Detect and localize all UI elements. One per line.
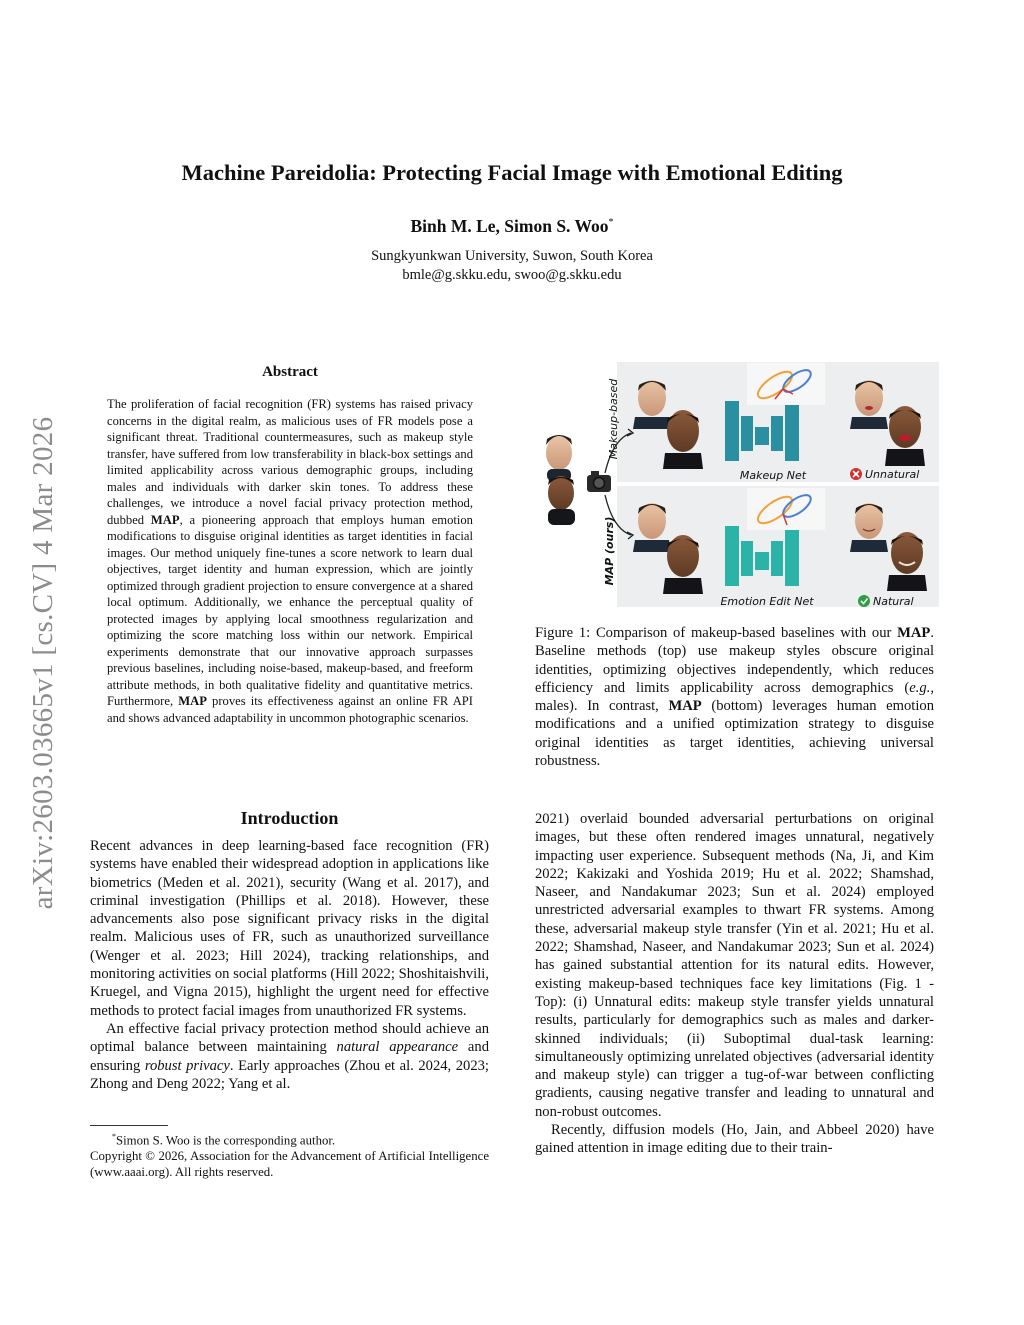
emails: bmle@g.skku.edu, swoo@g.skku.edu (402, 267, 622, 283)
source-face-light (546, 435, 572, 481)
footnote-rule (90, 1125, 168, 1126)
intro-paragraph-1: Recent advances in deep learning-based face recognition (FR) systems have enabled their widespread adoption in applications like biometrics (Meden et al. 2021), security (Wang et al. 2017), and criminal investigation (Phillips et al. 2018). However, these advancements also pose significant privacy risks in the digital realm. Malicious uses of FR, such as unauthorized surveillance (Wenger et al. 2023; Hill 2024), tracking relationships, and monitoring activities on social platforms (Hill 2022; Shoshitaishvili, Kruegel, and Vigna 2015), highlight the urgent need for effective methods to protect facial images from unauthorized FR systems. (90, 838, 489, 1019)
makeup-net-label: Makeup Net (739, 469, 807, 482)
label-map-ours: MAP (ours) (603, 516, 616, 586)
camera-icon (587, 471, 611, 492)
abstract-body: The proliferation of facial recognition (FR) systems has raised privacy concerns in the digital realm, as malicious uses of FR models pose a significant threat. Traditional countermeasures, such as makeup style transfer, have suffered from low transferability in black-box settings and limited applicability across various demographic groups, including males and individuals with darker skin tones. To address these challenges, we introduce a novel facial privacy protection method, dubbed MAP, a pioneering approach that employs human emotion modifications to disguise original identities as target identities in facial images. Our method uniquely fine-tunes a score network to learn dual objectives, target identity and human expression, which are jointly optimized through gradient projection to ensure convergence at a shared local optimum. Additionally, we enhance the perceptual quality of protected images by applying local smoothness regularization and optimizing the score matching loss within our network. Empirical experiments demonstrate that our innovative approach surpasses previous baselines, including noise-based, makeup-based, and freeform attribute methods, in both qualitative fidelity and quantitative metrics. Furthermore, MAP proves its effectiveness against an online FR API and shows advanced adaptability in uncommon photographic scenarios. (107, 397, 473, 725)
introduction-heading: Introduction (240, 808, 339, 828)
arxiv-stamp: arXiv:2603.03665v1 [cs.CV] 4 Mar 2026 (27, 416, 59, 910)
footnotes (90, 1129, 489, 1180)
abstract-heading: Abstract (262, 364, 318, 380)
paper-title: Machine Pareidolia: Protecting Facial Image with Emotional Editing (181, 160, 843, 185)
emotion-edit-net-label: Emotion Edit Net (720, 595, 814, 608)
figure-caption: Figure 1: Comparison of makeup-based baselines with our MAP. Baseline methods (top) use makeup styles obscure original identities, optimizing objectives independently, which reduces efficiency and limits applicability across demographics (e.g., males). In contrast, MAP (bottom) leverages human emotion modifications and a unified optimization strategy to disguise original identities as target identities, achieving universal robustness. (535, 625, 935, 770)
natural-label: Natural (873, 595, 914, 608)
gradient-diagram-top (747, 363, 825, 405)
author-footnote: *Simon S. Woo is the corresponding author. (112, 1132, 336, 1148)
output-face-top-dark (885, 406, 925, 466)
affiliation: Sungkyunkwan University, Suwon, South Korea (371, 248, 653, 264)
copyright-notice: Copyright © 2026, Association for the Advancement of Artificial Intelligence (www.aaai.org). All rights reserved. (90, 1149, 489, 1180)
right-paragraph-1: 2021) overlaid bounded adversarial perturbations on original images, but these often rendered images unnatural, negatively impacting user experience. Subsequent methods (Na, Ji, and Kim 2022; Kakizaki and Yoshida 2019; Hu et al. 2022; Shamshad, Naseer, and Nandakumar 2023; Sun et al. 2024) employed unrestricted adversarial examples to thwart FR systems. Among these, adversarial makeup style transfer (Yin et al. 2021; Hu et al. 2022; Shamshad, Naseer, and Nandakumar 2023; Sun et al. 2024) has gained substantial attention for its natural edits. However, existing makeup-based techniques face key limitations (Fig. 1 - Top): (i) Unnatural edits: makeup style transfer yields unnatural results, particularly for demographics such as males and darker-skinned individuals; (ii) Suboptimal dual-task learning: simultaneously optimizing unrelated objectives (adversarial identity and makeup style) can trigger a tug-of-war between conflicting gradients, causing negative transfer and leading to unnatural and non-robust outcomes. (535, 811, 934, 1120)
figure-1 (535, 361, 940, 609)
right-column-body (535, 810, 934, 1158)
introduction-body (90, 837, 489, 1093)
right-paragraph-2: Recently, diffusion models (Ho, Jain, and Abbeel 2020) have gained attention in image editing due to their train- (535, 1122, 934, 1157)
intro-paragraph-2: An effective facial privacy protection method should achieve an optimal balance between maintaining natural appearance and ensuring robust privacy. Early approaches (Zhou et al. 2024, 2023; Zhong and Deng 2022; Yang et al. (90, 1020, 489, 1092)
output-face-bottom-dark (887, 532, 927, 591)
unnatural-label: Unnatural (865, 468, 920, 481)
input-face-top-dark (663, 410, 703, 469)
label-makeup-based: Makeup-based (607, 378, 620, 460)
source-face-dark (548, 476, 575, 525)
input-face-bottom-dark (663, 535, 703, 594)
authors: Binh M. Le, Simon S. Woo* (410, 216, 614, 236)
affiliation-block (200, 247, 824, 285)
gradient-diagram-bottom (747, 488, 825, 530)
natural-badge (858, 595, 914, 608)
